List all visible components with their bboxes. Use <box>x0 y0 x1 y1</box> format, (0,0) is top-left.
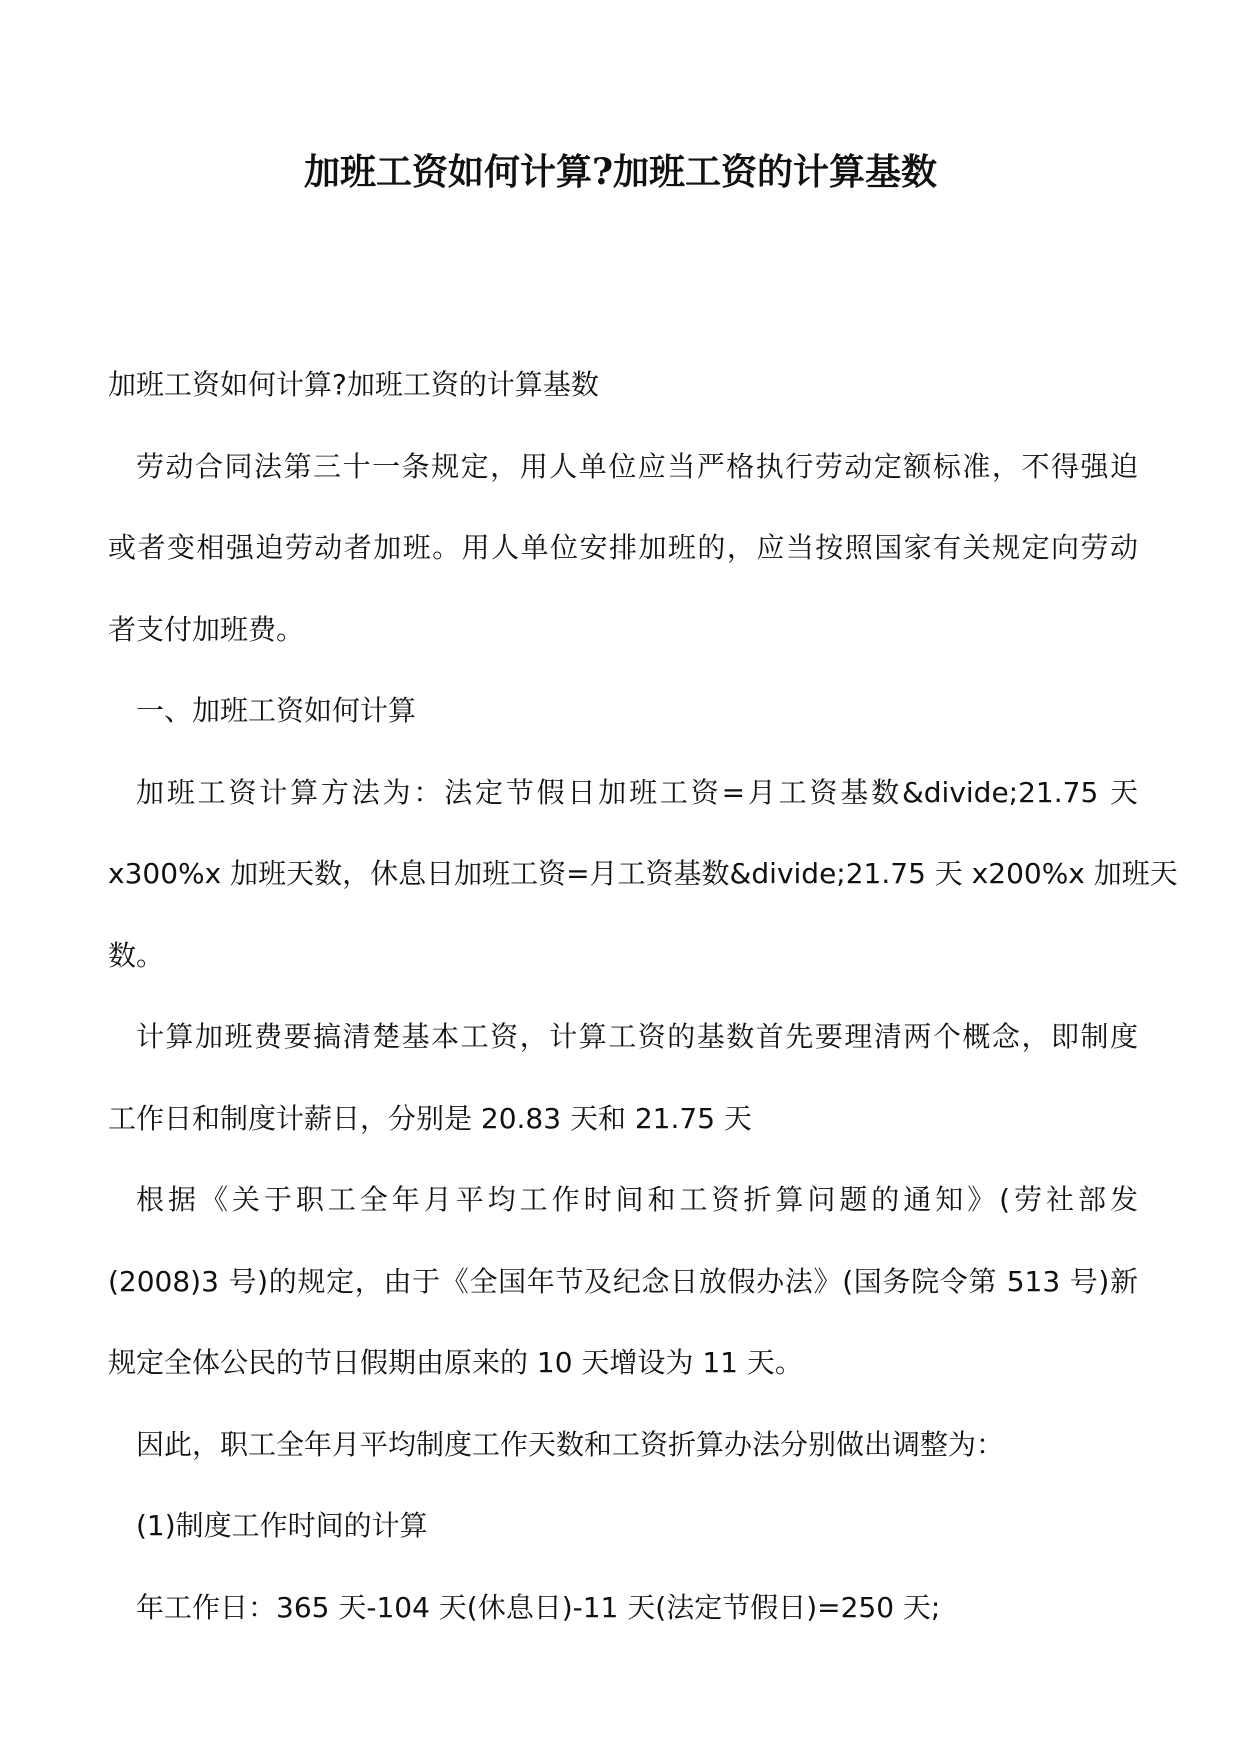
text-line: 根据《关于职工全年月平均工作时间和工资折算问题的通知》(劳社部发 <box>136 1183 1138 1216</box>
text-line: 工作日和制度计薪日，分别是 20.83 天和 21.75 天 <box>108 1101 752 1135</box>
text-line: (2008)3 号)的规定，由于《全国年节及纪念日放假办法》(国务院令第 513 号)新 <box>108 1264 1138 1298</box>
text-line: x300%x 加班天数，休息日加班工资=月工资基数&divide;21.75 天 x200%x 加班天 <box>108 857 1178 890</box>
document-title: 加班工资如何计算?加班工资的计算基数 <box>303 151 938 193</box>
text-line: 数。 <box>108 938 165 972</box>
text-line: 劳动合同法第三十一条规定，用人单位应当严格执行劳动定额标准，不得强迫 <box>136 449 1138 483</box>
text-line: 一、加班工资如何计算 <box>136 694 417 727</box>
text-line: 加班工资计算方法为：法定节假日加班工资=月工资基数&divide;21.75 天 <box>136 775 1138 809</box>
text-line: 因此，职工全年月平均制度工作天数和工资折算办法分别做出调整为： <box>136 1427 1005 1461</box>
text-line: 者支付加班费。 <box>108 612 305 646</box>
text-line: (1)制度工作时间的计算 <box>136 1509 428 1542</box>
text-line: 加班工资如何计算?加班工资的计算基数 <box>108 368 599 401</box>
text-line: 计算加班费要搞清楚基本工资，计算工资的基数首先要理清两个概念，即制度 <box>136 1020 1138 1053</box>
text-line: 年工作日：365 天-104 天(休息日)-11 天(法定节假日)=250 天; <box>136 1590 941 1624</box>
document-body <box>108 344 1178 1648</box>
text-line: 或者变相强迫劳动者加班。用人单位安排加班的，应当按照国家有关规定向劳动 <box>108 531 1138 564</box>
text-line: 规定全体公民的节日假期由原来的 10 天增设为 11 天。 <box>108 1346 803 1379</box>
